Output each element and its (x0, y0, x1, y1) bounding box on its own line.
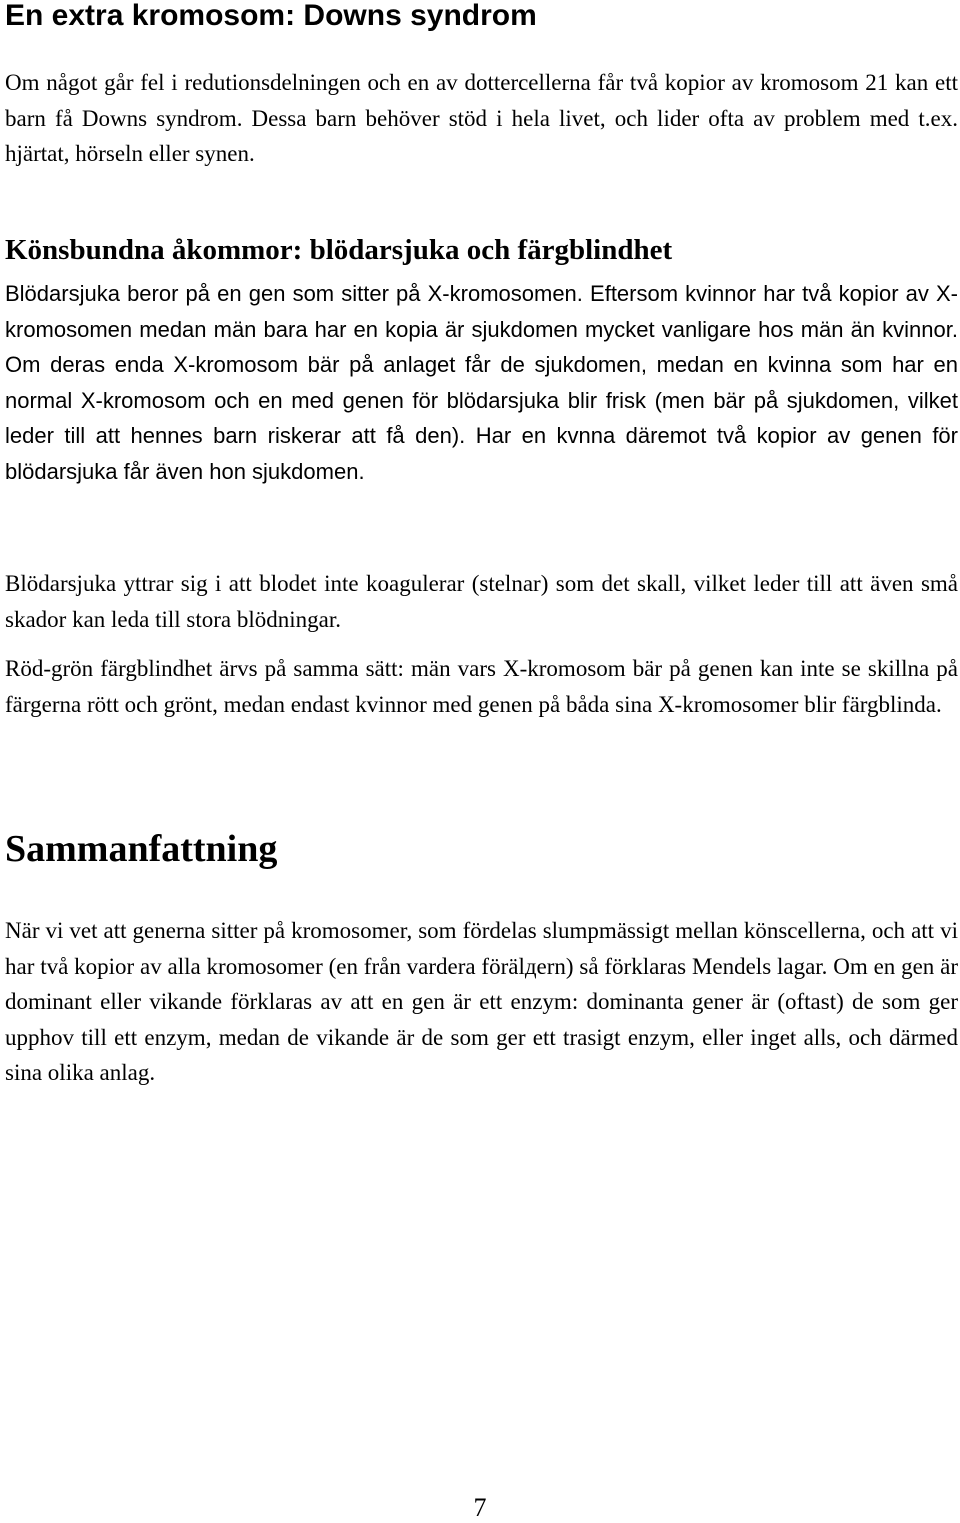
paragraph-sammanfattning: När vi vet att generna sitter på kromosomer, som fördelas slumpmässigt mellan könscellerna, och att vi har två kopior av alla kromosomer (en från vardera förälдern) så förklaras Mendels lagar. Om en gen är dominant eller vikande förklaras av att en gen är ett enzym: dominanta gener är (oftast) de som ger upphov till ett enzym, medan de vikande är de som ger ett trasigt enzym, eller inget alls, och därmed sina olika anlag. (5, 918, 958, 1086)
heading-sammanfattning: Sammanfattning (5, 828, 278, 870)
page-number: 7 (473, 1493, 487, 1522)
paragraph-fargblindhet: Röd-grön färgblindhet ärvs på samma sätt: män vars X-kromosom bär på genen kan inte se skillna på färgerna rött och grönt, medan endast kvinnor med genen på båda sina X-kromosomer blir färgblinda. (5, 656, 958, 717)
paragraph-blodarsjuka-symptoms: Blödarsjuka yttrar sig i att blodet inte koagulerar (stelnar) som det skall, vilket leder till att även små skador kan leda till stora blödningar. (5, 571, 958, 632)
heading-downs-syndrom: En extra kromosom: Downs syndrom (5, 0, 537, 32)
heading-konsbundna-akommor: Könsbundna åkommor: blödarsjuka och färgblindhet (5, 234, 673, 266)
paragraph-downs-syndrom: Om något går fel i redutionsdelningen och en av dottercellerna får två kopior av kromosom 21 kan ett barn få Downs syndrom. Dessa barn behöver stöd i hela livet, och lider ofta av problem med t.ex. hjärtat, hörseln eller synen. (5, 70, 958, 167)
paragraph-blodarsjuka-genetics: Blödarsjuka beror på en gen som sitter på X-kromosomen. Eftersom kvinnor har två kopior av X-kromosomen medan män bara har en kopia är sjukdomen mycket vanligare hos män än kvinnor. Om deras enda X-kromosom bär på anlaget får de sjukdomen, medan en kvinna som har en normal X-kromosom och en med genen för blödarsjuka blir frisk (men bär på sjukdomen, vilket leder till att hennes barn riskerar att få den). Har en kvnna däremot två kopior av genen för blödarsjuka får även hon sjukdomen. (5, 281, 958, 484)
